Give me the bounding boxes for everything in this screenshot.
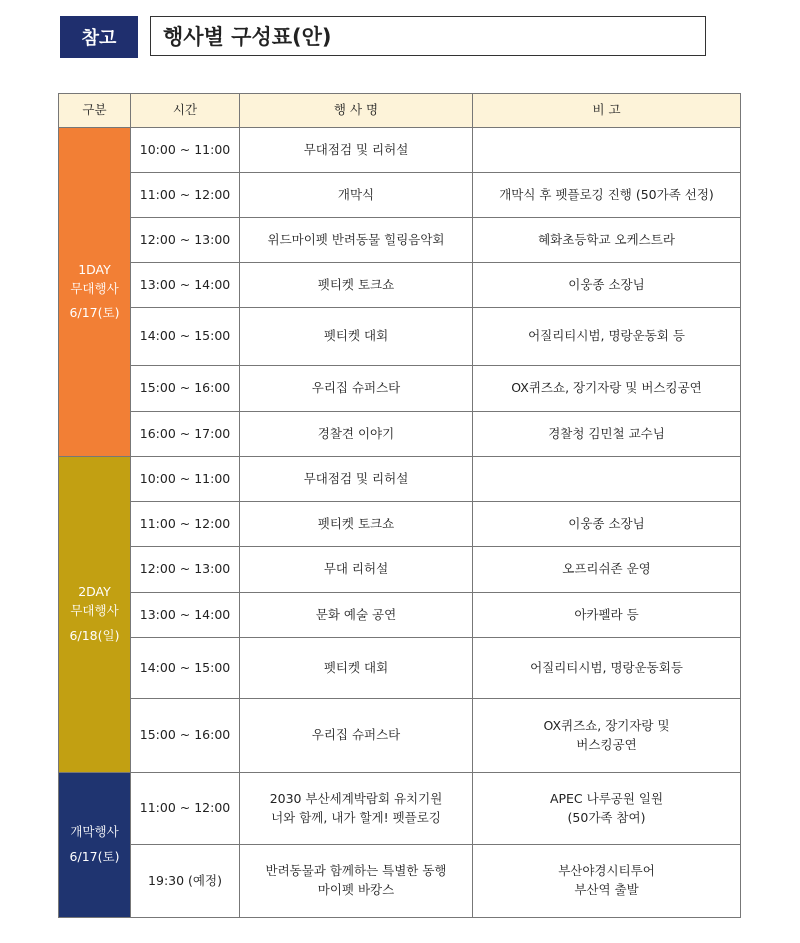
time-cell: 14:00 ~ 15:00 <box>131 638 240 699</box>
event-cell: 펫티켓 대회 <box>240 308 473 366</box>
event-cell: 우리집 슈퍼스타 <box>240 699 473 773</box>
table-row <box>59 773 741 845</box>
event-cell: 무대점검 및 리허설 <box>240 457 473 502</box>
note-cell: 이웅종 소장님 <box>473 263 741 308</box>
time-cell: 15:00 ~ 16:00 <box>131 366 240 412</box>
note-cell: 혜화초등학교 오케스트라 <box>473 218 741 263</box>
note-cell: 어질리티시범, 명랑운동회등 <box>473 638 741 699</box>
time-cell: 13:00 ~ 14:00 <box>131 593 240 638</box>
event-cell: 반려동물과 함께하는 특별한 동행 마이펫 바캉스 <box>240 845 473 918</box>
time-cell: 19:30 (예정) <box>131 845 240 918</box>
note-cell: 경찰청 김민철 교수님 <box>473 412 741 457</box>
time-cell: 11:00 ~ 12:00 <box>131 502 240 547</box>
table-row <box>59 366 741 412</box>
table-row <box>59 638 741 699</box>
table-row <box>59 412 741 457</box>
group-label-day2: 2DAY 무대행사 6/18(일) <box>59 457 131 773</box>
time-cell: 15:00 ~ 16:00 <box>131 699 240 773</box>
table-row <box>59 593 741 638</box>
note-cell: 어질리티시범, 명랑운동회 등 <box>473 308 741 366</box>
event-cell: 펫티켓 토크쇼 <box>240 502 473 547</box>
event-cell: 우리집 슈퍼스타 <box>240 366 473 412</box>
note-cell: 부산야경시티투어 부산역 출발 <box>473 845 741 918</box>
column-header-category: 구분 <box>59 94 131 128</box>
event-cell: 개막식 <box>240 173 473 218</box>
time-cell: 12:00 ~ 13:00 <box>131 218 240 263</box>
time-cell: 11:00 ~ 12:00 <box>131 173 240 218</box>
event-cell: 2030 부산세계박람회 유치기원 너와 함께, 내가 할게! 펫플로깅 <box>240 773 473 845</box>
time-cell: 16:00 ~ 17:00 <box>131 412 240 457</box>
note-cell: OX퀴즈쇼, 장기자랑 및 버스킹공연 <box>473 699 741 773</box>
event-cell: 펫티켓 토크쇼 <box>240 263 473 308</box>
event-cell: 펫티켓 대회 <box>240 638 473 699</box>
table-row <box>59 547 741 593</box>
event-cell: 문화 예술 공연 <box>240 593 473 638</box>
schedule-table <box>58 93 741 918</box>
note-cell: 아카펠라 등 <box>473 593 741 638</box>
note-cell <box>473 457 741 502</box>
note-cell: 이웅종 소장님 <box>473 502 741 547</box>
table-row <box>59 173 741 218</box>
time-cell: 14:00 ~ 15:00 <box>131 308 240 366</box>
event-cell: 무대점검 및 리허설 <box>240 128 473 173</box>
table-row <box>59 699 741 773</box>
time-cell: 13:00 ~ 14:00 <box>131 263 240 308</box>
reference-badge: 참고 <box>60 16 138 58</box>
time-cell: 10:00 ~ 11:00 <box>131 128 240 173</box>
table-row <box>59 263 741 308</box>
table-header-row <box>59 94 741 128</box>
event-cell: 위드마이펫 반려동물 힐링음악회 <box>240 218 473 263</box>
table-row <box>59 128 741 173</box>
group-label-opening: 개막행사 6/17(토) <box>59 773 131 918</box>
group-label-day1: 1DAY 무대행사 6/17(토) <box>59 128 131 457</box>
note-cell: OX퀴즈쇼, 장기자랑 및 버스킹공연 <box>473 366 741 412</box>
time-cell: 11:00 ~ 12:00 <box>131 773 240 845</box>
note-cell: 오프리쉬존 운영 <box>473 547 741 593</box>
time-cell: 10:00 ~ 11:00 <box>131 457 240 502</box>
header <box>60 16 708 58</box>
page-title: 행사별 구성표(안) <box>150 16 706 56</box>
table-row <box>59 218 741 263</box>
column-header-time: 시간 <box>131 94 240 128</box>
table-row <box>59 502 741 547</box>
time-cell: 12:00 ~ 13:00 <box>131 547 240 593</box>
note-cell: 개막식 후 펫플로깅 진행 (50가족 선정) <box>473 173 741 218</box>
table-row <box>59 845 741 918</box>
note-cell: APEC 나루공원 일원 (50가족 참여) <box>473 773 741 845</box>
table-row <box>59 308 741 366</box>
column-header-event: 행 사 명 <box>240 94 473 128</box>
event-cell: 경찰견 이야기 <box>240 412 473 457</box>
event-cell: 무대 리허설 <box>240 547 473 593</box>
column-header-note: 비 고 <box>473 94 741 128</box>
table-row <box>59 457 741 502</box>
note-cell <box>473 128 741 173</box>
